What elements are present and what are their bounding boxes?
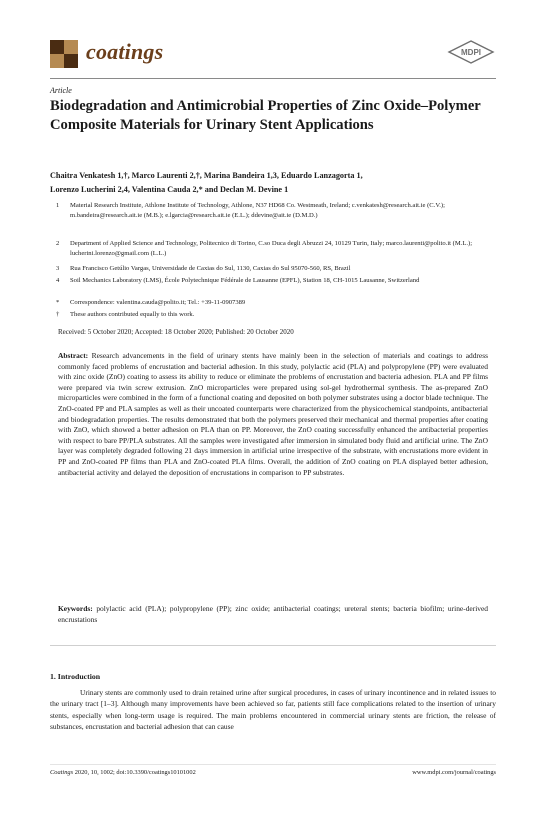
abstract-text: Research advancements in the field of urinary stents have mainly been in the selection of materials and coatings to address commonly faced problems of encrustation and bacterial adhesion. In this study, polylactic acid (PLA) and polypropylene (PP) were evaluated with zinc oxide (ZnO) coating to assess its ability to reduce or eliminate the problems of encrustation and bacteria adhesion. PLA and PP films were prepared via twin screw extrusion. ZnO microparticles were prepared using sol-gel hydrothermal synthesis. The as-prepared ZnO microparticles were combined in the form of a functional coating and deposited on both polymer substrates using a doctor blade technique. The ZnO-coated PP and PLA samples as well as their uncoated counterparts were characterized from the physicochemical standpoints, antibacterial and biodegradation properties. The results demonstrated that both the polymers preserved their mechanical and thermal properties after coating with ZnO, which showed a better adhesion on PLA than on PP. Moreover, the ZnO coating successfully enhanced the antibacterial properties with respect to bare PP/PLA substrates. All the samples were investigated after immersion in simulated body fluid and artificial urine. The ZnO layer was completely degraded following 21 days immersion in artificial urine irrespective of the substrate, with encrustations more evident in PP and ZnO-coated PP films than PLA and ZnO-coated PLA films. Overall, the addition of ZnO coating on PLA displayed better adhesion, antibacterial activity and delayed the deposition of encrustations in comparison to PP substrates. (58, 351, 489, 477)
journal-logo-icon (50, 40, 78, 68)
publisher-name: MDPI (461, 48, 481, 57)
affiliation-text: Soil Mechanics Laboratory (LMS), École Polytechnique Fédérale de Lausanne (EPFL), Station 18, CH-1015 Lausanne, Switzerland (70, 277, 420, 284)
affiliation-1 (50, 201, 496, 239)
footer-divider (50, 764, 496, 765)
affiliation-marker: 3 (56, 265, 60, 272)
affiliation-marker: 2 (56, 240, 60, 247)
affiliation-text: Department of Applied Science and Technology, Politecnico di Torino, C.so Duca degli Abruzzi 24, 10129 Turin, Italy; marco.laurenti@polito.it (M.L.); lucherini.lorenzo@gmail.com (L.L.) (70, 240, 473, 257)
author-list (50, 169, 496, 197)
keywords-label: Keywords: (58, 604, 93, 613)
journal-name: coatings (86, 39, 164, 64)
article-type: Article (50, 86, 72, 95)
affiliation-2 (50, 239, 496, 259)
affiliation-text[interactable]: Correspondence: valentina.cauda@polito.it; Tel.: +39-11-0907389 (70, 299, 246, 306)
affiliation-marker: 4 (56, 277, 60, 284)
mdpi-logo-icon[interactable] (446, 40, 496, 64)
keywords-text: polylactic acid (PLA); polypropylene (PP); zinc oxide; antibacterial coatings; ureteral stents; bacteria biofilm; urine-derived encrustations (58, 604, 488, 624)
section-text: Urinary stents are commonly used to drain retained urine after surgical procedures, in cases of urinary incontinence and in related issues to the urinary tract [1–3]. Although many improvements have been achieved so far, patients still face complications related to the insertion of urinary stents, especially when long-term usage is required. The main problems encountered in commercial urinary stents are friction, the release of substances, encrustation and bacterial adhesion that can cause (50, 688, 496, 732)
correspondence (50, 298, 496, 308)
affiliation-4 (50, 276, 496, 296)
section-heading: 1. Introduction (50, 672, 101, 681)
section-divider (50, 645, 496, 646)
citation-journal: Coatings (50, 769, 74, 776)
affiliation-marker: * (56, 299, 60, 306)
author-line-2[interactable]: Lorenzo Lucherini 2,4, Valentina Cauda 2,* and Declan M. Devine 1 (50, 185, 289, 194)
affiliation-text: These authors contributed equally to this work. (70, 311, 195, 318)
author-line-1[interactable]: Chaitra Venkatesh 1,†, Marco Laurenti 2,†, Marina Bandeira 1,3, Eduardo Lanzagorta 1, (50, 171, 363, 180)
header-divider (50, 78, 496, 79)
abstract (58, 351, 488, 478)
equal-contribution-note (50, 310, 496, 320)
affiliation-marker: † (56, 311, 60, 318)
abstract-label: Abstract: (58, 351, 89, 360)
citation (50, 769, 196, 776)
affiliation-marker: 1 (56, 202, 60, 209)
affiliation-text: Rua Francisco Getúlio Vargas, Universidade de Caxias do Sul, 1130, Caxias do Sul 95070-560, RS, Brazil (70, 265, 351, 272)
keywords (58, 604, 488, 625)
section-body (50, 687, 496, 733)
affiliation-text: Material Research Institute, Athlone Institute of Technology, Athlone, N37 HD68 Co. Westmeath, Ireland; c.venkatesh@research.ait.ie (C.V.); m.bandeira@research.ait.ie (M.B.); e.lgarcia@research.ait.ie (E.L.); ddevine@ait.ie (D.M.D.) (70, 202, 445, 219)
publication-dates: Received: 5 October 2020; Accepted: 18 October 2020; Published: 20 October 2020 (58, 328, 294, 336)
article-title: Biodegradation and Antimicrobial Properties of Zinc Oxide–Polymer Composite Materials for Urinary Stent Applications (50, 98, 481, 133)
journal-url[interactable]: www.mdpi.com/journal/coatings (412, 769, 496, 776)
affiliation-3 (50, 264, 496, 274)
citation-details[interactable]: 2020, 10, 1002; doi:10.3390/coatings10101002 (74, 769, 196, 776)
